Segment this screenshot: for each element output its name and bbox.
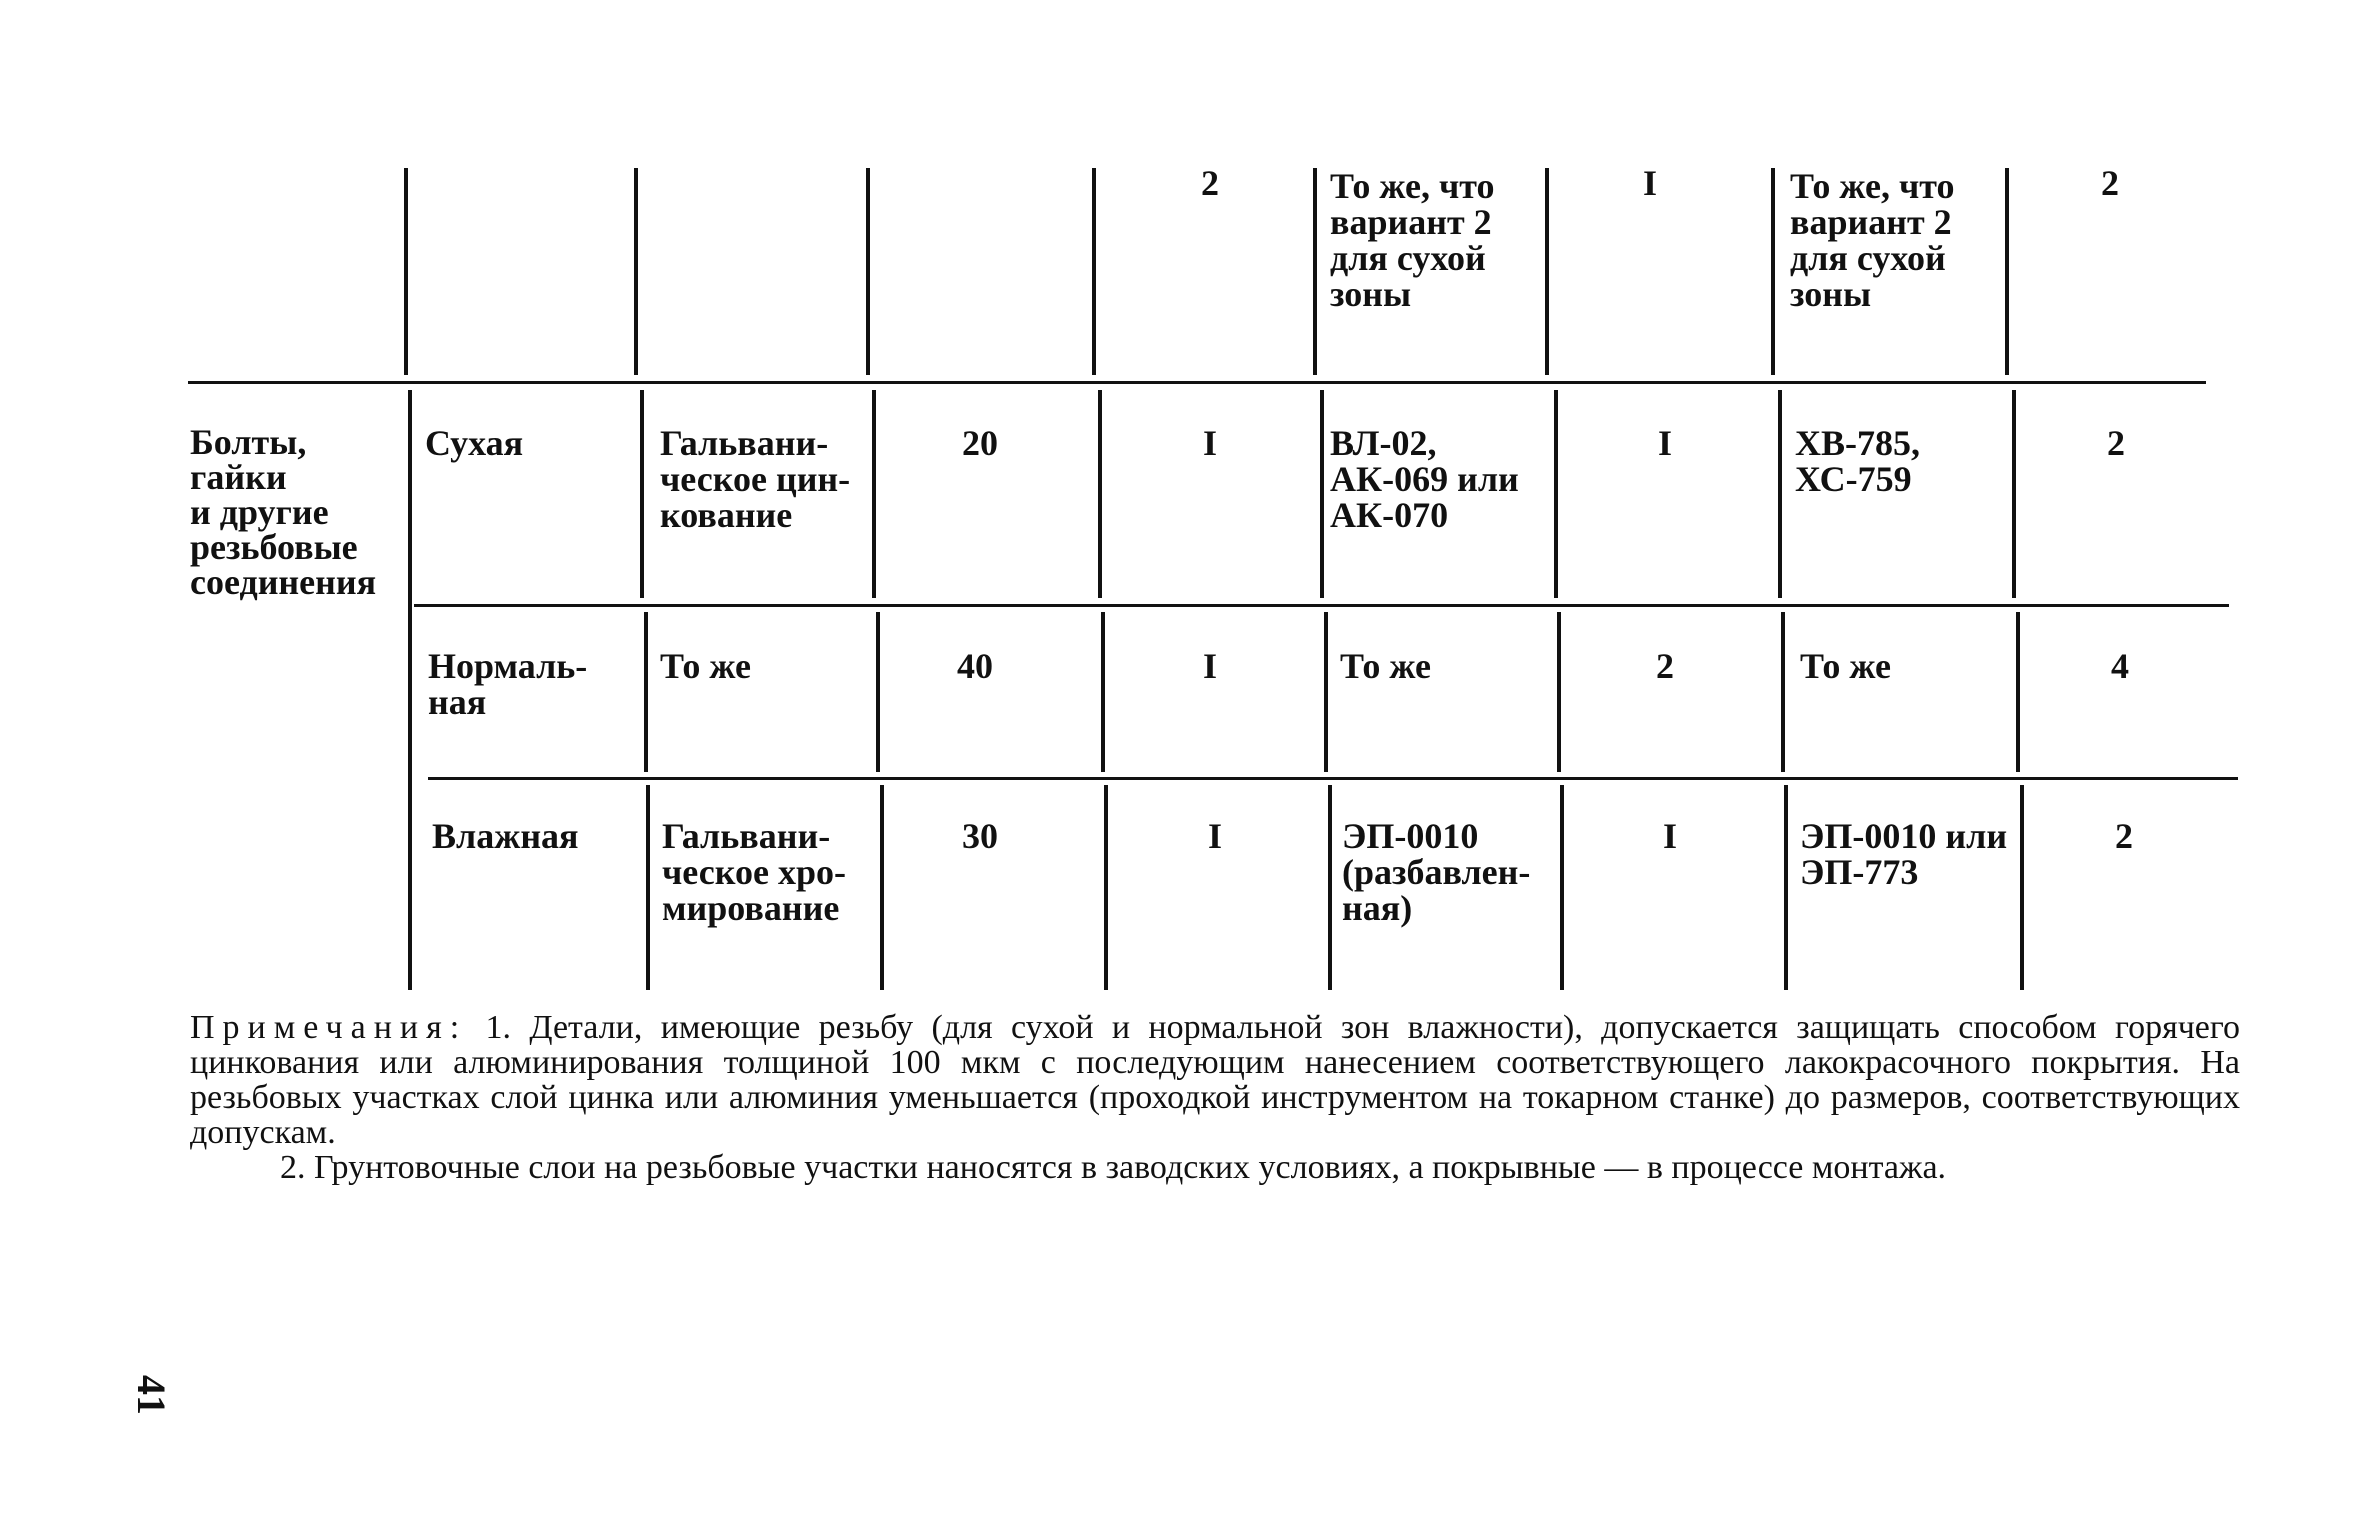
- zone-cell: Нормаль- ная: [428, 646, 588, 722]
- table-rule: [634, 168, 638, 375]
- table-rule: [1557, 612, 1561, 772]
- method-cell: Гальвани- ческое цин- кование: [660, 423, 851, 535]
- table-rule: [880, 785, 884, 990]
- table-rule: [1560, 785, 1564, 990]
- material-cell: ЭП-0010 (разбавлен- ная): [1342, 816, 1531, 928]
- table-rule: [1324, 612, 1328, 772]
- table-rule: [2016, 612, 2020, 772]
- thickness-cell: 40: [957, 646, 993, 686]
- table-rule: [1554, 390, 1558, 598]
- table-rule: [644, 612, 648, 772]
- table-rule: [2005, 168, 2009, 375]
- layers-cell: 2: [2107, 423, 2125, 463]
- table-rule: [2012, 390, 2016, 598]
- layers-cell: I: [1202, 646, 1217, 686]
- layers-cell: 2: [1656, 646, 1674, 686]
- table-rule: [1771, 168, 1775, 375]
- note-1-text: 1. Детали, имеющие резьбу (для сухой и нормальной зон влажности), допускается защищать способом горячего цинкования или алюминирования толщиной 100 мкм с последующим нанесением соответствующего лакокрасочного покрытия. На резьбовых участках слой цинка или алюминия уменьшается (проходкой инструментом на токарном станке) до размеров, соответствующих допускам.: [190, 1009, 2240, 1151]
- table-rule: [428, 777, 2238, 780]
- notes-section: [190, 1010, 2240, 1185]
- layers-cell: 2: [2115, 816, 2133, 856]
- page-number: 41: [129, 1375, 174, 1415]
- material-cell: То же: [1800, 646, 1892, 686]
- table-rule: [1781, 612, 1785, 772]
- table-rule: [872, 390, 876, 598]
- table-rule: [408, 390, 412, 990]
- thickness-cell: 30: [962, 816, 998, 856]
- table-rule: [640, 390, 644, 598]
- method-cell: Гальвани- ческое хро- мирование: [662, 816, 846, 928]
- table-rule: [1328, 785, 1332, 990]
- table-cell: I: [1642, 163, 1657, 203]
- table-rule: [1313, 168, 1317, 375]
- table-cell: 2: [2101, 163, 2119, 203]
- layers-cell: I: [1202, 423, 1217, 463]
- note-1: [190, 1010, 2240, 1150]
- zone-cell: Влажная: [432, 816, 579, 856]
- item-label: Болты, гайки и другие резьбовые соединения: [190, 422, 377, 602]
- table-rule: [404, 168, 408, 375]
- zone-cell: Сухая: [425, 423, 524, 463]
- material-cell: ЭП-0010 или ЭП-773: [1800, 816, 2008, 892]
- table-rule: [414, 604, 2229, 607]
- table-rule: [1104, 785, 1108, 990]
- material-cell: То же: [1340, 646, 1432, 686]
- table-rule: [1092, 168, 1096, 375]
- table-rule: [1778, 390, 1782, 598]
- table-rule: [1320, 390, 1324, 598]
- table-cell: 2: [1201, 163, 1219, 203]
- layers-cell: I: [1207, 816, 1222, 856]
- table-rule: [866, 168, 870, 375]
- table-rule: [876, 612, 880, 772]
- table-rule: [1784, 785, 1788, 990]
- table-rule: [646, 785, 650, 990]
- table-cell: То же, что вариант 2 для сухой зоны: [1330, 166, 1495, 314]
- thickness-cell: 20: [962, 423, 998, 463]
- table-rule: [1101, 612, 1105, 772]
- material-cell: ВЛ-02, АК-069 или АК-070: [1330, 423, 1519, 535]
- table-rule: [2020, 785, 2024, 990]
- layers-cell: I: [1662, 816, 1677, 856]
- table-rule: [188, 381, 2206, 384]
- layers-cell: I: [1657, 423, 1672, 463]
- method-cell: То же: [660, 646, 752, 686]
- material-cell: ХВ-785, ХС-759: [1795, 423, 1920, 499]
- note-2: 2. Грунтовочные слои на резьбовые участки наносятся в заводских условиях, а покрывные — в процессе монтажа.: [280, 1149, 1947, 1186]
- table-rule: [1545, 168, 1549, 375]
- notes-heading: Примечания:: [190, 1009, 468, 1046]
- table-rule: [1098, 390, 1102, 598]
- table-cell: То же, что вариант 2 для сухой зоны: [1790, 166, 1955, 314]
- layers-cell: 4: [2111, 646, 2129, 686]
